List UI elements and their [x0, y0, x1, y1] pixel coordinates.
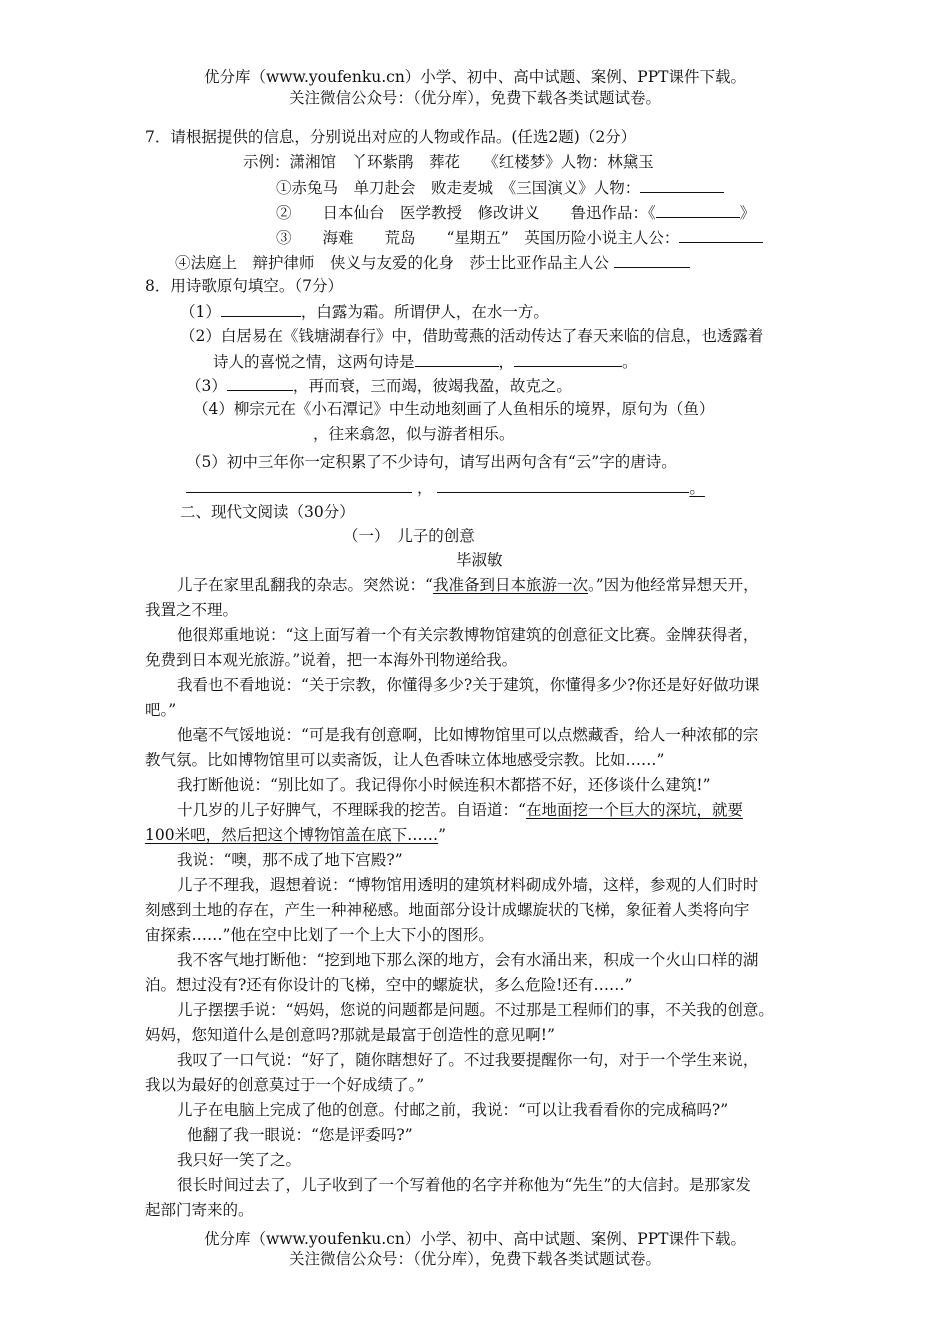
q8-part-5-comma: ， — [416, 479, 433, 497]
q7-item-4 — [175, 251, 690, 274]
answer-blank[interactable] — [221, 300, 301, 317]
q8-part-2-text: 诗人的喜悦之情，这两句诗是 — [213, 353, 415, 371]
answer-blank[interactable] — [437, 476, 689, 493]
article-para-10-line-2: 妈妈，您知道什么是创意吗?那就是最富于创造性的意见啊!” — [145, 1026, 555, 1044]
article-para-13: 他翻了我一眼说：“您是评委吗?” — [187, 1126, 413, 1144]
answer-blank[interactable] — [656, 201, 740, 218]
article-para-9-line-2: 泊。想过没有?还有你设计的飞梯，空中的螺旋状，多么危险!还有……” — [145, 976, 633, 994]
article-para-7: 我说：“噢，那不成了地下宫殿?” — [177, 851, 403, 869]
q7-example: 示例：潇湘馆 丫环紫鹃 葬花 《红楼梦》人物：林黛玉 — [243, 153, 654, 171]
article-para-2-line-2: 免费到日本观光旅游。”说着，把一本海外刊物递给我。 — [145, 651, 518, 669]
article-para-15-line-1: 很长时间过去了，儿子收到了一个写着他的名字并称他为“先生”的大信封。是那家发 — [177, 1176, 751, 1194]
footer-line-2: 关注微信公众号：（优分库），免费下载各类试题试卷。 — [288, 1250, 661, 1268]
underlined-sentence: 在地面挖一个巨大的深坑，就要 — [525, 801, 743, 819]
header-line-1: 优分库（www.youfenku.cn）小学、初中、高中试题、案例、PPT课件下载。 — [203, 68, 747, 86]
q7-item-3 — [276, 226, 763, 249]
q7-item-3-text: ③ 海难 荒岛 “星期五” 英国历险小说主人公： — [276, 229, 680, 247]
article-text: 十几岁的儿子好脾气，不理睬我的挖苦。自语道：“ — [177, 801, 526, 819]
answer-blank[interactable] — [227, 374, 293, 391]
article-para-4-line-2: 教气氛。比如博物馆里可以卖斋饭，让人色香味立体地感受宗教。比如……” — [145, 751, 665, 769]
article-text: 。”因为他经常异想天开， — [587, 576, 759, 594]
q8-part-1 — [180, 300, 549, 323]
article-title: （一） 儿子的创意 — [343, 527, 475, 545]
article-para-8-line-1: 儿子不理我，遐想着说：“博物馆用透明的建筑材料砌成外墙，这样，参观的人们时时 — [177, 876, 759, 894]
article-para-12: 儿子在电脑上完成了他的创意。付邮之前，我说：“可以让我看看你的完成稿吗?” — [177, 1101, 729, 1119]
answer-blank[interactable] — [679, 226, 763, 243]
article-para-3-line-2: 吧。” — [145, 701, 177, 719]
article-text: ” — [438, 826, 447, 844]
q8-part-5-line-1: （5）初中三年你一定积累了不少诗句，请写出两句含有“云”字的唐诗。 — [186, 453, 677, 471]
q7-item-2 — [276, 201, 755, 224]
article-para-11-line-1: 我叹了一口气说：“好了，随你瞎想好了。不过我要提醒你一句，对于一个学生来说， — [177, 1051, 759, 1069]
article-para-9-line-1: 我不客气地打断他：“挖到地下那么深的地方，会有水涌出来，积成一个火山口样的湖 — [177, 951, 759, 969]
q8-part-3-prefix: （3） — [186, 377, 227, 395]
article-author: 毕淑敏 — [456, 551, 503, 569]
q7-item-1 — [276, 176, 724, 199]
article-para-1-line-2: 我置之不理。 — [145, 601, 239, 619]
q8-part-5-end: 。 — [689, 479, 705, 497]
article-para-10-line-1: 儿子摆摆手说：“妈妈，您说的问题都是问题。不过那是工程师们的事，不关我的创意。 — [177, 1001, 774, 1019]
q8-part-1-prefix: （1） — [180, 303, 221, 321]
article-para-1-line-1 — [177, 574, 759, 596]
answer-blank[interactable] — [640, 176, 724, 193]
q8-part-3-suffix: ，再而衰，三而竭，彼竭我盈，故克之。 — [292, 377, 572, 395]
footer-line-1: 优分库（www.youfenku.cn）小学、初中、高中试题、案例、PPT课件下载。 — [203, 1230, 747, 1248]
q8-part-2-line-2 — [213, 350, 638, 373]
answer-blank[interactable] — [415, 350, 499, 367]
underlined-sentence: 100米吧，然后把这个博物馆盖在底下…… — [145, 826, 439, 844]
q8-part-2-comma: ， — [498, 353, 515, 371]
q8-part-4-line-1: （4）柳宗元在《小石潭记》中生动地刻画了人鱼相乐的境界，原句为（鱼） — [193, 400, 715, 418]
article-para-4-line-1: 他毫不气馁地说：“可是我有创意啊，比如博物馆里可以点燃藏香，给人一种浓郁的宗 — [177, 726, 759, 744]
article-para-6-line-1 — [177, 799, 743, 821]
underlined-sentence: 我准备到日本旅游一次 — [432, 576, 588, 594]
answer-blank[interactable] — [186, 476, 412, 493]
article-text: 儿子在家里乱翻我的杂志。突然说：“ — [177, 576, 433, 594]
article-para-8-line-2: 刻感到土地的存在，产生一种神秘感。地面部分设计成螺旋状的飞梯，象征着人类将向宇 — [145, 901, 750, 919]
q8-part-4-line-2: ，往来翕忽，似与游者相乐。 — [313, 425, 515, 443]
article-para-5: 我打断他说：“别比如了。我记得你小时候连积木都搭不好，还侈谈什么建筑!” — [177, 776, 711, 794]
q8-part-2-end: 。 — [622, 353, 638, 371]
article-para-6-line-2 — [145, 824, 446, 846]
q7-item-2-end: 》 — [739, 204, 756, 222]
q8-title: 8．用诗歌原句填空。（7分） — [145, 277, 343, 295]
q7-title: 7．请根据提供的信息，分别说出对应的人物或作品。(任选2题)（2分） — [145, 128, 637, 146]
q8-part-5-line-2 — [186, 476, 705, 499]
header-line-2: 关注微信公众号：（优分库），免费下载各类试题试卷。 — [288, 89, 661, 107]
q8-part-2-line-1: （2）白居易在《钱塘湖春行》中，借助莺燕的活动传达了春天来临的信息，也透露着 — [180, 327, 764, 345]
article-para-3-line-1: 我看也不看地说：“关于宗教，你懂得多少?关于建筑，你懂得多少?你还是好好做功课 — [177, 676, 760, 694]
answer-blank[interactable] — [614, 251, 690, 268]
article-para-11-line-2: 我以为最好的创意莫过于一个好成绩了。” — [145, 1076, 425, 1094]
article-para-2-line-1: 他很郑重地说：“这上面写着一个有关宗教博物馆建筑的创意征文比赛。金牌获得者， — [177, 626, 759, 644]
article-para-15-line-2: 起部门寄来的。 — [145, 1201, 254, 1219]
q8-part-3 — [186, 374, 572, 397]
article-para-14: 我只好一笑了之。 — [177, 1151, 302, 1169]
q7-item-2-text: ② 日本仙台 医学教授 修改讲义 鲁迅作品：《 — [276, 204, 656, 222]
article-para-8-line-3: 宙探索……”他在空中比划了一个上大下小的图形。 — [145, 926, 494, 944]
section-2-title: 二、现代文阅读（30分） — [180, 503, 355, 521]
answer-blank[interactable] — [514, 350, 622, 367]
q7-item-4-text: ④法庭上 辩护律师 侠义与友爱的化身 莎士比亚作品主人公 — [175, 254, 610, 272]
q8-part-1-suffix: ，白露为霜。所谓伊人，在水一方。 — [300, 303, 549, 321]
q7-item-1-text: ①赤兔马 单刀赴会 败走麦城 《三国演义》人物： — [276, 179, 641, 197]
